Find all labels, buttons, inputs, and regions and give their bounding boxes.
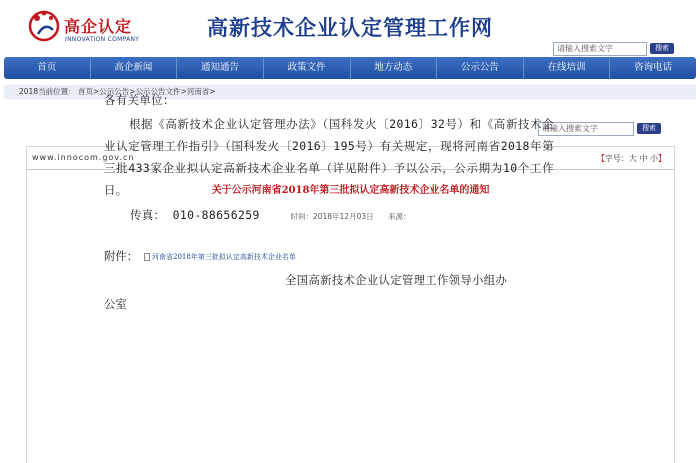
font-size-large[interactable]: 大 <box>628 154 637 163</box>
greeting: 各有关单位： <box>104 93 175 107</box>
font-size-switcher: 【字号：大 中 小】 <box>596 154 666 163</box>
nav-local-news[interactable]: 地方动态 <box>351 57 438 79</box>
site-title: 高新技术企业认定管理工作网 <box>207 16 493 40</box>
nav-announcements[interactable]: 公示公告 <box>437 57 524 79</box>
attachment-label: 附件： <box>104 249 139 263</box>
breadcrumb[interactable]: 2018当前位置： 首页>公示公告>公示公告文件>河南省> <box>4 85 696 99</box>
font-size-medium[interactable]: 中 <box>639 154 648 163</box>
secondary-search <box>538 118 661 137</box>
font-size-small[interactable]: 小 <box>650 154 658 163</box>
publish-time: 时间：2018年12月03日 <box>290 212 374 221</box>
file-icon <box>144 253 150 261</box>
nav-home[interactable]: 首页 <box>4 57 91 79</box>
attachment-link-text[interactable]: 河南省2018年第三批拟认定高新技术企业名单 <box>152 253 296 261</box>
nav-notices[interactable]: 通知通告 <box>177 57 264 79</box>
source: 来源： <box>388 212 411 221</box>
fax-line: 传真： 010-88656259 <box>130 208 260 222</box>
nav-training[interactable]: 在线培训 <box>524 57 611 79</box>
main-nav <box>4 57 696 79</box>
nav-news[interactable]: 高企新闻 <box>91 57 178 79</box>
top-search-input[interactable]: 请输入搜索文字 <box>553 42 647 56</box>
nav-policies[interactable]: 政策文件 <box>264 57 351 79</box>
site-url: www.innocom.gov.cn <box>32 153 135 162</box>
signature-line-2: 公室 <box>104 297 127 311</box>
secondary-search-input[interactable]: 请输入搜索文字 <box>538 122 634 136</box>
attachment-link[interactable] <box>144 252 296 262</box>
main-paragraph: 根据《高新技术企业认定管理办法》（国科发火〔2016〕32号）和《高新技术企业认定管理工作指引》（国科发火〔2016〕195号）有关规定，现将河南省2018年第三批433家企业拟认定高新技术企业名单（详见附件）予以公示，公示期为10个工作日。 <box>104 117 554 197</box>
signature-line-1: 全国高新技术企业认定管理工作领导小组办 <box>285 273 508 287</box>
nav-contact[interactable]: 咨询电话 <box>634 62 673 73</box>
top-search-button[interactable]: 搜索 <box>650 43 674 54</box>
font-size-label: 字号： <box>604 154 629 163</box>
top-search <box>553 38 674 57</box>
site-header <box>0 0 700 58</box>
article-title: 关于公示河南省2018年第三批拟认定高新技术企业名单的通知 <box>211 185 490 196</box>
secondary-search-button[interactable]: 搜索 <box>637 123 661 134</box>
logo-name-en: INNOVATION COMPANY <box>65 36 140 43</box>
logo-name-cn: 高企认定 <box>64 17 133 36</box>
